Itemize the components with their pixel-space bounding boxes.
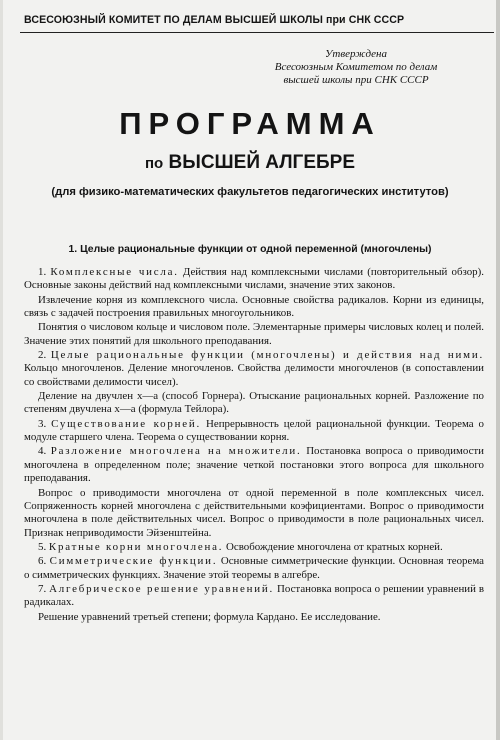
paragraph-rings-fields: Понятия о числовом кольце и числовом поле. Элементарные примеры числовых колец и полей. Значение этих понятий для школьного преподавания. — [24, 321, 484, 347]
paragraph-reducibility: Вопрос о приводимости многочлена от одной переменной в поле комплексных чисел. Сопряженность корней многочлена с действительными коэфициентами. Вопрос о приводимости многочлена в поле действительных чисел. Вопрос о приводимости в поле рациональных чисел. Признак неприводимости Эйзенштейна. — [24, 486, 484, 539]
approval-line-3: высшей школы при СНК СССР — [283, 74, 429, 86]
approval-line-2: Всесоюзным Комитетом по делам — [274, 61, 438, 73]
item-term: Кратные корни многочлена. — [48, 540, 224, 553]
paragraph-algebraic-solution — [24, 583, 484, 610]
paragraph-cardano: Решение уравнений третьей степени; формула Кардано. Ее исследование. — [38, 610, 381, 623]
item-term: Алгебрическое решение уравнений. — [49, 582, 275, 595]
item-number: 7. — [38, 582, 47, 595]
approval-block — [246, 48, 466, 87]
item-number: 3. — [38, 417, 47, 430]
item-term: Разложение многочлена на множители. — [50, 445, 302, 458]
item-number: 2. — [38, 349, 47, 362]
item-number: 4. — [38, 445, 47, 458]
paragraph-symmetric-functions — [24, 555, 484, 582]
committee-header: ВСЕСОЮЗНЫЙ КОМИТЕТ ПО ДЕЛАМ ВЫСШЕЙ ШКОЛЫ при СНК СССР — [24, 14, 405, 26]
approval-line-1: Утверждена — [325, 48, 387, 60]
section-heading: 1. Целые рациональные функции от одной переменной (многочлены) — [68, 244, 432, 255]
document-subtitle — [0, 152, 500, 174]
item-text: Постановка вопроса о приводимости многочлена в определенном поле; значение четкой постановки этого вопроса для школьного преподавания. — [24, 445, 484, 485]
item-text: Непрерывность целой рациональной функции. Теорема о модуле старшего члена. Теорема о существовании корня. — [24, 417, 485, 444]
item-term: Комплексные числа. — [50, 266, 179, 278]
paragraph-horner: Деление на двучлен x—a (способ Горнера). Отыскание рациональных корней. Разложение по степеням двучлена x—a (формула Тейлора). — [24, 390, 484, 416]
header-divider — [20, 32, 494, 33]
item-number: 1. — [38, 266, 47, 278]
document-subnote: (для физико-математических факультетов педагогических институтов) — [51, 186, 449, 198]
paragraph-existence-of-roots — [24, 418, 484, 445]
item-number: 6. — [38, 555, 47, 568]
item-text: Основные симметрические функции. Основная теорема о симметрических функциях. Значение этой теоремы в алгебре. — [24, 555, 484, 581]
paragraph-polynomials — [24, 349, 484, 389]
document-title: ПРОГРАММА — [119, 106, 381, 141]
section-body — [24, 266, 484, 625]
item-number: 5. — [38, 540, 47, 553]
item-text: Освобождение многочлена от кратных корней. — [226, 540, 443, 553]
item-term: Существование корней. — [51, 417, 202, 430]
paragraph-factorization — [24, 445, 484, 485]
paragraph-multiple-roots — [24, 541, 484, 554]
subtitle-text: ВЫСШЕЙ АЛГЕБРЕ — [168, 152, 355, 173]
subtitle-prefix: по — [145, 155, 164, 172]
item-text: Кольцо многочленов. Деление многочленов. Свойства делимости многочленов (в сопоставлении со свойствами делимости чисел). — [24, 362, 484, 388]
paragraph-complex-numbers — [24, 266, 484, 293]
paragraph-roots: Извлечение корня из комплексного числа. Основные свойства радикалов. Корни из единицы, связь с задачей построения правильных многоугольников. — [24, 293, 484, 320]
item-text: Постановка вопроса о решении уравнений в радикалах. — [24, 582, 484, 609]
item-term: Целые рациональные функции (многочлены) и действия над ними. — [50, 349, 484, 362]
item-term: Симметрические функции. — [49, 555, 218, 568]
item-text: Действия над комплексными числами (повторительный обзор). Основные законы действий над комплексными числами, значение этих законов. — [24, 266, 484, 292]
